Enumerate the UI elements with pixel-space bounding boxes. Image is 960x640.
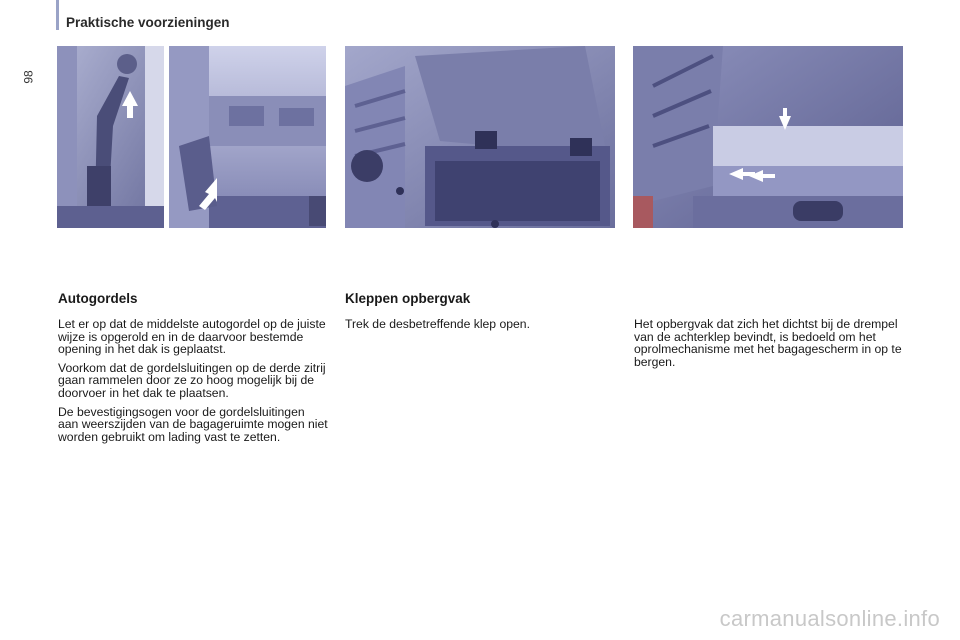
storage-lid-photo (345, 46, 615, 228)
autogordels-paragraph: Let er op dat de middelste autogordel op de juiste wijze is opgerold en in de daarvoor bestemde opening in het dak is geplaatst. (58, 317, 326, 357)
kleppen-text (345, 318, 605, 337)
kleppen-paragraph: Trek de desbetreffende klep open. (345, 317, 530, 331)
opbergvak-paragraph: Het opbergvak dat zich het dichtst bij de drempel van de achterklep bevindt, is bedoeld om het oprolmechanisme met het bagagescherm in op te bergen. (634, 317, 902, 369)
autogordels-paragraph: Voorkom dat de gordelsluitingen op de derde zitrij gaan rammelen door ze zo hoog mogelijk bij de doorvoer in het dak te plaatsen. (58, 360, 326, 400)
watermark: carmanualsonline.info (719, 606, 940, 631)
tailgate-storage-photo (633, 46, 903, 228)
autogordels-paragraph: De bevestigingsogen voor de gordelsluitingen aan weerszijden van de bagageruimte mogen niet worden gebruikt om lading vast te zetten. (58, 404, 328, 444)
header-accent-bar (56, 0, 59, 30)
autogordels-text (58, 318, 328, 449)
section-heading-autogordels: Autogordels (58, 291, 138, 306)
page-title: Praktische voorzieningen (66, 15, 230, 30)
opbergvak-text (634, 318, 914, 374)
section-heading-kleppen: Kleppen opbergvak (345, 291, 471, 306)
trunk-interior-photo (169, 46, 326, 228)
page-number: 98 (21, 70, 36, 84)
seatbelt-pillar-photo (57, 46, 164, 228)
